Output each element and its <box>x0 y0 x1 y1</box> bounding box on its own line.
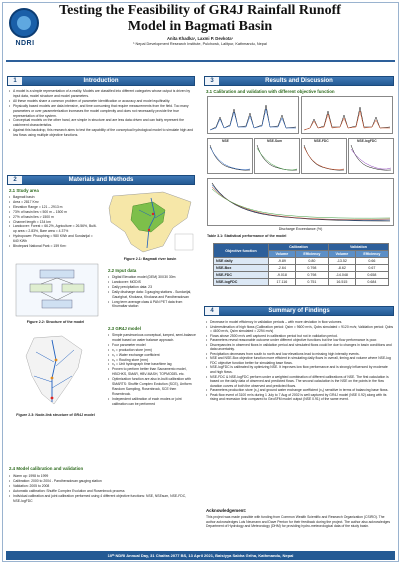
table-cell: 16.515 <box>328 279 355 286</box>
input-data-heading: 2.2 Input data <box>108 268 137 273</box>
figure-caption: Figure 2.2: Structure of the model <box>26 320 85 324</box>
basin-map <box>103 188 197 256</box>
outlet-marker <box>51 397 54 400</box>
fdc-svg <box>349 139 393 173</box>
poster-header <box>0 0 401 63</box>
study-area-heading: 2.1 Study area <box>9 188 39 193</box>
section-number: 1 <box>8 77 22 85</box>
list-item: • 73% of basin lies < 500 m – 1500 m <box>9 210 99 215</box>
table-group-header: Calibration <box>268 244 328 251</box>
map-legend <box>175 234 193 250</box>
section-title: Results and Discussion <box>265 78 333 84</box>
list-item: • Proven to perform better than Sacramento model, HBCHKS, SMAR, HBV-MASH, TOPMODEL etc. <box>108 367 196 377</box>
table-cell: -8.62 <box>328 265 355 272</box>
list-item: • NSE and NSE-Box objective function more efficient in simulating daily flows in overall, timing and volume where NSE-log FDC objective function better for simulating base flows. <box>206 356 394 365</box>
table-row <box>214 265 389 272</box>
model-cal-heading: 2.4 Model calibration and validation <box>9 466 84 471</box>
list-item: • Warm up: 1998 to 1999 <box>9 474 195 479</box>
table-row-label: NSE-Box <box>214 265 269 272</box>
table-subheader: Efficiency <box>295 251 328 258</box>
table-cell: 17.116 <box>268 279 295 286</box>
summary-bullets <box>206 320 394 402</box>
fdc-plot-nse-logfdc <box>348 138 394 174</box>
authors: Anita Khadka¹, Laxmi P. Devkota¹ <box>166 36 233 41</box>
results-heading: 3.1 Calibration and validation with different objective function <box>206 89 335 94</box>
model-cal-bullets <box>9 474 195 503</box>
table-row <box>214 279 389 286</box>
list-item: • Bhotepani National Park = 159 Km² <box>9 244 99 249</box>
node-link-map <box>12 332 102 412</box>
gr4j-heading: 2.3 GR4J model <box>108 326 141 331</box>
ndri-logo-icon <box>9 8 39 38</box>
table-subheader: Volume <box>328 251 355 258</box>
observed-series <box>210 105 296 130</box>
section-methods-bar <box>7 175 195 185</box>
plot-label: NSE <box>222 139 229 143</box>
plot-label: NSE-Sum <box>267 139 283 143</box>
table-cell: 0.798 <box>295 272 328 279</box>
diagram-box <box>40 270 74 278</box>
simulated-series <box>212 187 390 220</box>
fdc-plot-nse-fdc <box>301 138 347 174</box>
section-number: 3 <box>205 77 219 85</box>
table-corner-header: Objective function <box>214 244 269 258</box>
list-item: • Channel length = 134 km <box>9 220 99 225</box>
list-item: • Bagmati basin <box>9 195 99 200</box>
list-item: • A model is a simple representation of a reality. Models are classified into different categories whose output is driven by input data, model structure and model parameters. <box>9 89 195 99</box>
list-item: • x₂ = Water exchange coefficient <box>108 353 196 358</box>
simulated-series <box>212 185 390 220</box>
simulated-series <box>212 189 390 218</box>
acknowledgement-heading: Acknowledgement: <box>206 508 247 513</box>
diagram-box <box>42 300 72 308</box>
table-group-header: Validation <box>328 244 388 251</box>
diagram-box <box>30 284 52 292</box>
header-divider <box>6 60 395 62</box>
list-item: • Simple parsimonious conceptual, lumped, semi-balance model based on water balance approach. <box>108 333 196 343</box>
table-cell: -2.64 <box>268 265 295 272</box>
list-item: • Individual calibration and joint calibration performed using 4 different objective functions: NSE, NSEsum, NSE-FDC, NSE-logFDC <box>9 494 195 504</box>
fdc-plot-nse <box>207 138 253 174</box>
acknowledgement-text-block <box>206 515 394 529</box>
list-item: • Landcover: Forest = 66.2%, Agriculture = 26.56%, Built-up area = 2.83%, Bare area = 4.37% <box>9 224 99 234</box>
list-item: • Against this backdrop, this research aims to test the capability of the conceptual hydrological model to simulate high and low flows using multiple objective functions. <box>9 128 195 138</box>
list-item: • Four parameter model <box>108 343 196 348</box>
list-item: • Area = 2817 Km² <box>9 200 99 205</box>
list-item: • Decrease in model efficiency in validation periods – with more deviation in flow volumes. <box>206 320 394 325</box>
list-item: • Peak flow event of 3100 m³/s during 1 July to 7 Aug of 2002 is well captured by GR4J model (NSE 0.92) along with its rising and recession limb compared to GeoSFM model output (NSE 0.91) of the same event. <box>206 393 394 402</box>
table-cell: -14.048 <box>328 272 355 279</box>
logo-emblem <box>17 16 31 30</box>
acknowledgement-text: This project was made possible with funding from Common Wealth Scientific and Research Organization (CSIRO). The author acknowledges Luis Neumann and Dave Penton for their feedback during the project. The author also acknowledges Department of Hydrology and Meteorology (DHM) for providing hydro-meteorological data of the study basin. <box>206 515 391 528</box>
study-area-bullets <box>9 195 99 249</box>
table-cell: 0.80 <box>295 258 328 265</box>
simulated-series <box>210 147 250 170</box>
list-item: • NSE-logFDC is calibrated by optimizing NSE. It improves low flow performance and is strongly influenced by moderate and high flows. <box>206 365 394 374</box>
list-item: • Parameters production store (x₁) and ground water exchange coefficient (x₂) sensitive in terms of balancing base flows. <box>206 388 394 393</box>
list-item: • Discrepancies in observed flows in validation period and simulated flows could be due to changes in basin conditions and data uncertainty. <box>206 343 394 352</box>
list-item: • Automatic calibration: Shuffle Complex Evolution and Rosenbrock process <box>9 489 195 494</box>
table-row <box>214 258 389 265</box>
fdc-svg <box>208 139 252 173</box>
table-cell: 0.67 <box>355 265 388 272</box>
section-number: 2 <box>8 176 22 184</box>
poster-title: Testing the Feasibility of GR4J Rainfall Runoff Model in Bagmati Basin <box>59 3 341 34</box>
plot-label: NSE-logFDC <box>357 139 377 143</box>
section-summary-bar <box>204 306 394 316</box>
fdc-plot-nse-sum <box>254 138 300 174</box>
list-item: • Optimization function are also in-built calibration with SMARTS: Shuffle Complex Evolution (SCE), Uniform Random Sampling, Rosenbrock, SCE then Rosenbrock. <box>108 377 196 397</box>
simulated-series <box>351 149 391 169</box>
section-introduction-bar <box>7 76 195 86</box>
table-row-label: NSE-logFDC <box>214 279 269 286</box>
figure-caption: Figure 2.1: Bagmati river basin <box>123 257 177 261</box>
list-item: • Validation: 2005 to 2008 <box>9 484 195 489</box>
gr4j-bullets <box>108 333 196 407</box>
table-subheader: Efficiency <box>355 251 388 258</box>
poster-footer: 10ᵗʰ NDRI Annual Day, 31 Chaitra 2077 BS, 13 April 2021, Baisiyya Sabha Griha, Kathmandu, Nepal <box>6 551 395 560</box>
timeseries-svg <box>208 97 298 133</box>
simulated-series <box>210 109 296 130</box>
list-item: • Long term average class A PAN PET data from Khumaltar station <box>108 300 196 310</box>
plot-label: NSE-FDC <box>314 139 329 143</box>
list-item: • Precipitation decreases from south to north and low elevations lead to missing high intensity events. <box>206 352 394 357</box>
model-structure-diagram <box>12 262 102 318</box>
section-title: Introduction <box>83 78 119 84</box>
simulated-series <box>304 147 344 170</box>
table-cell: 0.798 <box>295 265 328 272</box>
list-item: • 27% of basin lies > 1500 m <box>9 215 99 220</box>
figure-caption: Figure 2.3: Node-link structure of GR4J model <box>16 413 95 417</box>
station-marker <box>148 229 150 231</box>
list-item: • Daily discharge data: 3 gauging stations - Sundarijal, Gaurighat, Khokana, Khokana and Pandheradovan <box>108 290 196 300</box>
list-item: • Parameters reveal reasonable outcome under different objective functions but the low flow performance is poor. <box>206 338 394 343</box>
list-item: • Elevation Range = 121 – 2913 m <box>9 205 99 210</box>
fdc-combined-plot <box>207 178 394 226</box>
table-row <box>214 272 389 279</box>
list-item: • x₁ = production store (mm) <box>108 348 196 353</box>
fdc-svg <box>255 139 299 173</box>
table-row-label: NSE-FDC <box>214 272 269 279</box>
table-subheader: Volume <box>268 251 295 258</box>
list-item: • Conceptual models on the other hand, are simple in structure and are less data driven and can fairly represent the catchment characteristics. <box>9 118 195 128</box>
list-item: • Calibration: 2000 to 2004 - Pandheradovan gauging station <box>9 479 195 484</box>
timeseries-plot <box>207 96 299 134</box>
observed-series <box>212 183 390 221</box>
table-cell: 0.658 <box>355 272 388 279</box>
logo-text: NDRI <box>15 40 35 47</box>
section-title: Materials and Methods <box>68 177 134 183</box>
input-data-bullets <box>108 275 196 309</box>
list-item: • All these models share a common problem of parameter identification or accuracy and model equifinality. <box>9 99 195 104</box>
list-item: • x₃ = Routing store (mm) <box>108 358 196 363</box>
list-item: • Underestimation of high flows (Calibration period: Qsim = 9600 m³/s, Qobs simulated = 9120 m³/s; Validation period: Qobs = 4600 m³/s, Qsim simulated = 2294 m³/s) <box>206 325 394 334</box>
list-item: • Daily precipitation data: 23 <box>108 285 196 290</box>
observed-series <box>351 145 391 170</box>
intro-bullets <box>9 89 195 138</box>
list-item: • Flows above 2500 m³/s well captured in calibration period but not in validation period. <box>206 334 394 339</box>
section-number: 4 <box>205 307 219 315</box>
list-item: • Physically based models are data intensive, and time consuming that require measurements from the field. Too many parameters or over parameterization increases the model complexity and does not necessarily provide the true representation of the system. <box>9 104 195 119</box>
list-item: • Landcover: MODIS <box>108 280 196 285</box>
table-cell: 0.751 <box>295 279 328 286</box>
timeseries-svg <box>302 97 392 133</box>
table-cell: -9.89 <box>268 258 295 265</box>
statistics-table <box>213 243 389 286</box>
section-title: Summary of Findings <box>268 308 330 314</box>
list-item: • Hydropower: Phouphing = 980 KWh and Sundarijal = 640 KWh <box>9 234 99 244</box>
node-marker <box>51 377 54 380</box>
table-cell: 0.66 <box>355 258 388 265</box>
list-item: • x₄ = Unit hydrograph time base/time lag <box>108 362 196 367</box>
simulated-series <box>257 148 297 170</box>
station-marker <box>152 213 154 215</box>
table-cell: -9.018 <box>268 272 295 279</box>
list-item: • NSE-FDC & NSE-logFDC perform under a weighted combination of different calibrations of NSE. The first calculation is based on the daily data of observed and predicted flows. The second calculation is the NSE on the points in the flow duration curves of both the observed and predicted flows. <box>206 375 394 389</box>
observed-series <box>210 145 250 170</box>
diagram-box <box>62 284 84 292</box>
table-cell: 0.684 <box>355 279 388 286</box>
list-item: • Independent calibration of each modes or joint calibration can be performed <box>108 397 196 407</box>
fdc-xlabel: Discharge Exceedance (%) <box>278 227 323 231</box>
fdc-svg <box>302 139 346 173</box>
table-row-label: NSE daily <box>214 258 269 265</box>
table-caption: Table 3.1: Statistical performance of the model <box>207 234 287 238</box>
list-item: • Digital Elevation model (DEM) 30X30 30m <box>108 275 196 280</box>
table-cell: -13.52 <box>328 258 355 265</box>
fdc-combined-svg <box>208 179 393 225</box>
table-header-row <box>214 244 389 251</box>
section-results-bar <box>204 76 394 86</box>
node-marker <box>55 359 58 362</box>
timeseries-plot <box>301 96 393 134</box>
observed-series <box>257 145 297 170</box>
affiliation: ¹ Nepal Development Research Institute, Pulchowk, Lalitpur, Kathmandu, Nepal <box>133 42 267 46</box>
